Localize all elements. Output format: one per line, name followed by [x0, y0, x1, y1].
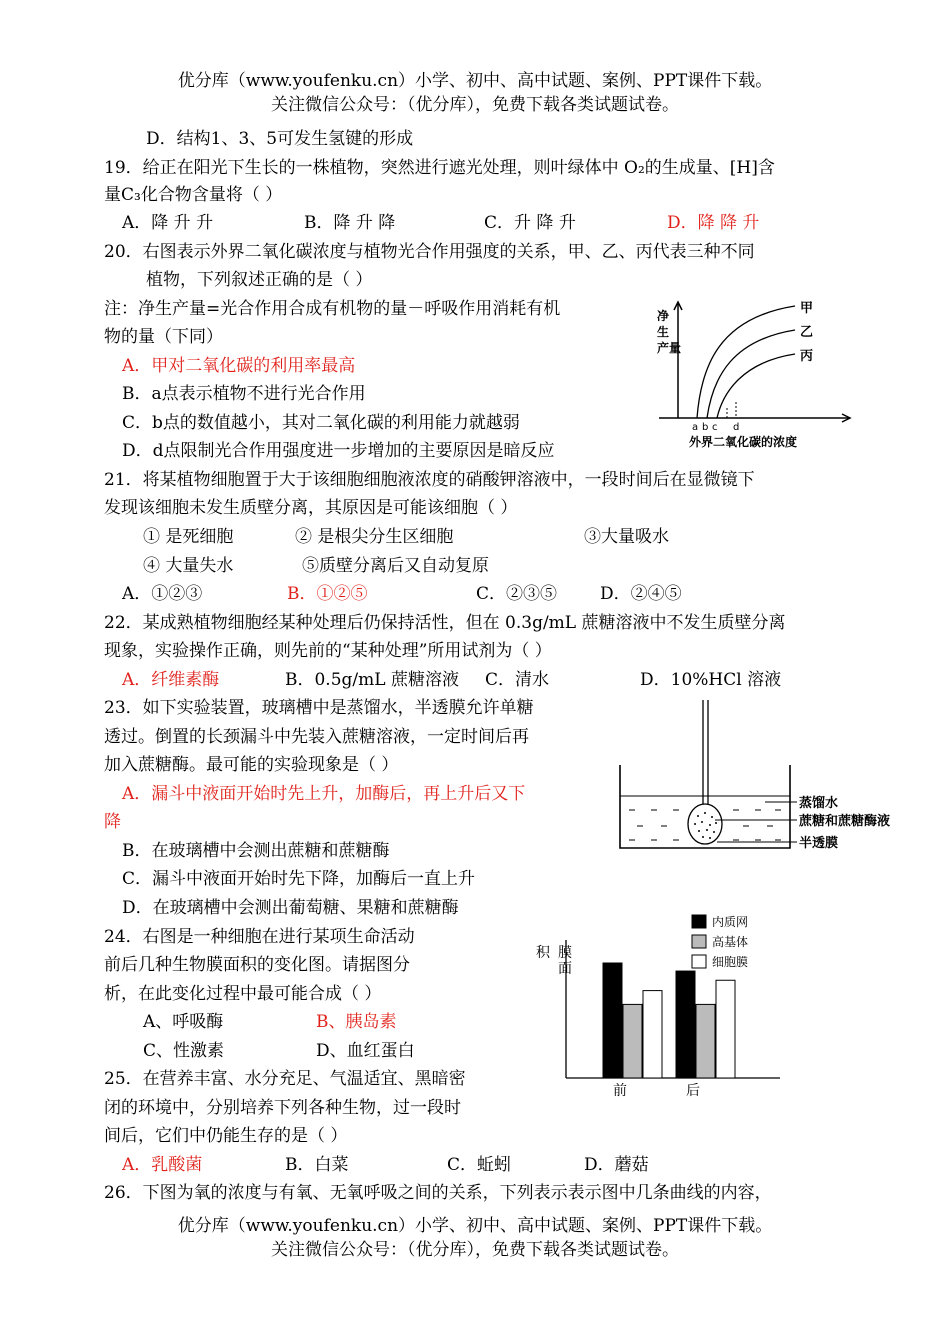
q23-funnel-bulb — [688, 804, 722, 844]
q25-option-d: D．蘑菇 — [584, 1155, 649, 1175]
q20-ylabel-2: 生 — [657, 325, 670, 339]
q26-stem-1: 26．下图为氧的浓度与有氧、无氧呼吸之间的关系，下列表示表示图中几条曲线的内容， — [104, 1183, 772, 1203]
footer-line-2: 关注微信公众号：（优分库），免费下载各类试题试卷。 — [271, 1240, 679, 1260]
q23-option-c: C．漏斗中液面开始时先下降，加酶后一直上升 — [122, 869, 476, 889]
footer-line-1: 优分库（www.youfenku.cn）小学、初中、高中试题、案例、PPT课件下载。 — [177, 1216, 773, 1236]
q25-option-c: C．蚯蚓 — [447, 1155, 512, 1175]
q19-option-b: B．降 升 降 — [304, 213, 396, 233]
bar-后-高基体 — [696, 1004, 715, 1078]
bar-前-细胞膜 — [643, 991, 662, 1078]
q20-curve-label-bing: 丙 — [800, 349, 814, 364]
q19-stem-2: 量C₃化合物含量将（ ） — [104, 185, 283, 205]
q20-option-a: A．甲对二氧化碳的利用率最高 — [122, 356, 356, 376]
q22-option-c: C．清水 — [485, 670, 550, 690]
q24-legend — [692, 914, 748, 969]
legend-label-高基体: 高基体 — [712, 935, 749, 949]
header-line-2: 关注微信公众号：（优分库），免费下载各类试题试卷。 — [271, 95, 679, 115]
q20-curve-label-yi: 乙 — [800, 325, 814, 340]
q20-stem-2: 植物，下列叙述正确的是（ ） — [146, 270, 373, 290]
q23-osmosis-figure — [615, 700, 915, 860]
q20-ylabel-3: 产量 — [657, 341, 682, 355]
q21-item-1: ① 是死细胞 — [143, 527, 234, 547]
bar-后-内质网 — [676, 971, 695, 1078]
q24-stem-2: 前后几种生物膜面积的变化图。请据图分 — [104, 955, 410, 975]
q21-item-3: ③大量吸水 — [584, 527, 669, 547]
q22-option-a: A．纤维素酶 — [122, 670, 220, 690]
q22-option-d: D．10%HCl 溶液 — [640, 670, 782, 690]
q20-ylabel-1: 净 — [657, 309, 670, 323]
q23-option-a-1: A．漏斗中液面开始时先上升，加酶后，再上升后又下 — [122, 784, 526, 804]
q24-option-a: A、呼吸酶 — [143, 1012, 224, 1032]
q22-stem-2: 现象，实验操作正确，则先前的“某种处理”所用试剂为（ ） — [104, 641, 552, 661]
q23-label-membrane: 半透膜 — [799, 836, 839, 851]
q21-item-2: ② 是根尖分生区细胞 — [295, 527, 454, 547]
header-line-1: 优分库（www.youfenku.cn）小学、初中、高中试题、案例、PPT课件下载。 — [177, 71, 773, 91]
q24-option-b: B、胰岛素 — [316, 1012, 397, 1032]
q20-option-c: C．b点的数值越小，其对二氧化碳的利用能力就越弱 — [122, 413, 520, 433]
x-tick-前: 前 — [613, 1083, 627, 1099]
q19-option-d: D．降 降 升 — [667, 213, 760, 233]
q20-curve-jia — [697, 306, 795, 418]
q25-stem-2: 闭的环境中，分别培养下列各种生物，过一段时 — [104, 1098, 461, 1118]
q18-option-d: D．结构1、3、5可发生氢键的形成 — [146, 129, 414, 149]
q20-co2-figure — [645, 296, 860, 452]
q23-stem-2: 透过。倒置的长颈漏斗中先装入蔗糖溶液，一定时间后再 — [104, 727, 529, 747]
bar-前-高基体 — [623, 1004, 642, 1078]
q21-option-a: A．①②③ — [122, 584, 203, 604]
q23-stem-3: 加入蔗糖酶。最可能的实验现象是（ ） — [104, 755, 399, 775]
q24-stem-1: 24．右图是一种细胞在进行某项生命活动 — [104, 927, 415, 947]
q19-stem-1: 19．给正在阳光下生长的一株植物，突然进行遮光处理，则叶绿体中 O₂的生成量、[H]含 — [104, 158, 775, 178]
q19-option-a: A．降 升 升 — [122, 213, 214, 233]
x-tick-后: 后 — [686, 1083, 700, 1099]
bar-后-细胞膜 — [716, 980, 735, 1078]
q20-curve-label-jia: 甲 — [800, 301, 814, 316]
q24-membrane-chart — [530, 905, 790, 1105]
q23-label-solution: 蔗糖和蔗糖酶液 — [799, 814, 891, 829]
q25-option-b: B．白菜 — [285, 1155, 349, 1175]
q24-option-d: D、血红蛋白 — [316, 1041, 415, 1061]
q21-stem-1: 21．将某植物细胞置于大于该细胞细胞液浓度的硝酸钾溶液中，一段时间后在显微镜下 — [104, 470, 755, 490]
q20-curve-yi — [707, 330, 795, 418]
q21-option-d: D．②④⑤ — [600, 584, 682, 604]
legend-label-内质网: 内质网 — [712, 915, 749, 929]
q20-xlabel: 外界二氧化碳的浓度 — [689, 435, 798, 449]
q20-tick-c: c — [712, 422, 718, 433]
q23-stem-1: 23．如下实验装置，玻璃槽中是蒸馏水，半透膜允许单糖 — [104, 698, 534, 718]
q23-option-a-2: 降 — [104, 812, 121, 832]
q20-tick-a: a — [692, 422, 699, 433]
q21-item-4: ④ 大量失水 — [143, 556, 234, 576]
chart-ylabel-2: 膜 — [558, 945, 572, 961]
q22-stem-1: 22．某成熟植物细胞经某种处理后仍保持活性，但在 0.3g/mL 蔗糖溶液中不发生质壁分离 — [104, 613, 786, 633]
q21-stem-2: 发现该细胞未发生质壁分离，其原因是可能该细胞（ ） — [104, 498, 518, 518]
legend-label-细胞膜: 细胞膜 — [712, 955, 749, 969]
q20-note-2: 物的量（下同） — [104, 327, 223, 347]
q24-stem-3: 析，在此变化过程中最可能合成（ ） — [104, 984, 382, 1004]
chart-ylabel-3: 面 — [558, 961, 572, 977]
q20-tick-b: b — [702, 422, 709, 433]
q25-option-a: A．乳酸菌 — [122, 1155, 203, 1175]
q23-label-water: 蒸馏水 — [799, 796, 839, 811]
bar-前-内质网 — [603, 963, 622, 1078]
q19-option-c: C．升 降 升 — [484, 213, 576, 233]
q23-option-d: D．在玻璃槽中会测出葡萄糖、果糖和蔗糖酶 — [122, 898, 459, 918]
q22-option-b: B．0.5g/mL 蔗糖溶液 — [285, 670, 459, 690]
q25-stem-1: 25．在营养丰富、水分充足、气温适宜、黑暗密 — [104, 1069, 466, 1089]
chart-ylabel-1: 积 — [536, 945, 550, 961]
q20-stem-1: 20．右图表示外界二氧化碳浓度与植物光合作用强度的关系，甲、乙、丙代表三种不同 — [104, 242, 755, 262]
legend-swatch-高基体 — [692, 935, 706, 948]
q21-option-b: B．①②⑤ — [287, 584, 368, 604]
legend-swatch-内质网 — [692, 915, 706, 928]
q23-option-b: B．在玻璃槽中会测出蔗糖和蔗糖酶 — [122, 841, 390, 861]
q20-tick-d: d — [733, 422, 740, 433]
q20-option-b: B．a点表示植物不进行光合作用 — [122, 384, 366, 404]
q21-option-c: C．②③⑤ — [476, 584, 558, 604]
legend-swatch-细胞膜 — [692, 955, 706, 968]
q21-item-5: ⑤质壁分离后又自动复原 — [302, 556, 489, 576]
q20-note-1: 注：净生产量=光合作用合成有机物的量－呼吸作用消耗有机 — [104, 299, 561, 319]
q25-stem-3: 间后，它们中仍能生存的是（ ） — [104, 1126, 348, 1146]
q20-option-d: D．d点限制光合作用强度进一步增加的主要原因是暗反应 — [122, 441, 555, 461]
q24-option-c: C、性激素 — [143, 1041, 225, 1061]
